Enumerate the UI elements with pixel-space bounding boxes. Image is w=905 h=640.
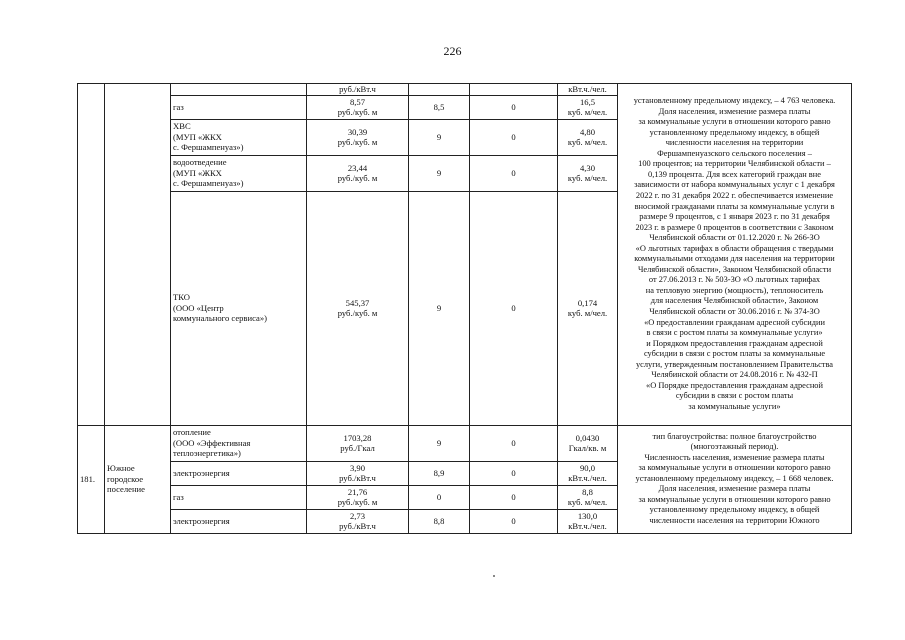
tariff-cell: 545,37 руб./куб. м <box>307 191 409 425</box>
note-cell: установленному предельному индексу, – 4 763 человека. Доля населения, изменение размера платы за коммунальные услуги в отношении которого равно установленному предельному индексу, в общей численности населения на территории Фершампенуазского сельского поселения – 100 процентов; на территории Челябинской области – 0,139 процента. Для всех категорий граждан вне зависимости от набора коммунальных услуг с 1 декабря 2022 г. по 31 декабря 2022 г. обеспечивается изменение вносимой гражданами платы за коммунальные услуги в размере 9 процентов, с 1 января 2023 г. по 31 декабря 2023 г. в размере 0 процентов в соответствии с Законом Челябинской области от 01.12.2020 г. № 266-ЗО «О льготных тарифах в области обращения с твердыми коммунальными отходами для населения на территории Челябинской области», Законом Челябинской области от 27.06.2013 г. № 503-ЗО «О льготных тарифах на тепловую энергию (мощность), теплоноситель для населения Челябинской области», Законом Челябинской области от 30.06.2016 г. № 374-ЗО «О предоставлении гражданам адресной субсидии в связи с ростом платы за коммунальные услуги» и Порядком предоставления гражданам адресной субсидии в связи с ростом платы за коммунальные услуги, утвержденным постановлением Правительства Челябинской области от 24.08.2016 г. № 432-П «О Порядке предоставления гражданам адресной субсидии в связи с ростом платы за коммунальные услуги» <box>618 84 852 426</box>
service-cell: водоотведение (МУП «ЖКХ с. Фершампенуаз») <box>171 155 307 191</box>
settlement-name: Южное городское поселение <box>105 425 171 533</box>
norm-cell: 8,8 куб. м/чел. <box>558 485 618 509</box>
zero-cell <box>470 84 558 96</box>
zero-cell: 0 <box>470 119 558 155</box>
norm-cell: 90,0 кВт.ч./чел. <box>558 461 618 485</box>
norm-cell: 16,5 куб. м/чел. <box>558 95 618 119</box>
tariff-cell: 8,57 руб./куб. м <box>307 95 409 119</box>
number-cell <box>78 84 105 426</box>
page-number: 226 <box>443 44 462 58</box>
entry-number: 181. <box>78 425 105 533</box>
service-cell <box>171 84 307 96</box>
index-cell: 9 <box>409 425 470 461</box>
norm-cell: 4,30 куб. м/чел. <box>558 155 618 191</box>
norm-cell: 0,0430 Гкал/кв. м <box>558 425 618 461</box>
index-cell: 8,5 <box>409 95 470 119</box>
tariff-cell: 30,39 руб./куб. м <box>307 119 409 155</box>
service-cell: ТКО (ООО «Центр коммунального сервиса») <box>171 191 307 425</box>
norm-cell: 130,0 кВт.ч./чел. <box>558 509 618 533</box>
table-row <box>78 84 852 96</box>
table-row <box>78 425 852 461</box>
settlement-cell <box>105 84 171 426</box>
service-cell: газ <box>171 95 307 119</box>
zero-cell: 0 <box>470 509 558 533</box>
tariff-cell: 21,76 руб./куб. м <box>307 485 409 509</box>
tariff-cell: 1703,28 руб./Гкал <box>307 425 409 461</box>
norm-cell: кВт.ч./чел. <box>558 84 618 96</box>
service-cell: электроэнергия <box>171 509 307 533</box>
tariff-cell: руб./кВт.ч <box>307 84 409 96</box>
norm-cell: 0,174 куб. м/чел. <box>558 191 618 425</box>
zero-cell: 0 <box>470 425 558 461</box>
service-cell: ХВС (МУП «ЖКХ с. Фершампенуаз») <box>171 119 307 155</box>
zero-cell: 0 <box>470 155 558 191</box>
index-cell: 8,9 <box>409 461 470 485</box>
note-cell: тип благоустройства: полное благоустройство (многоэтажный период). Численность населения, изменение размера платы за коммунальные услуги в отношении которого равно установленному предельному индексу, – 1 668 человек. Доля населения, изменение размера платы за коммунальные услуги в отношении которого равно установленному предельному индексу, в общей численности населения на территории Южного <box>618 425 852 533</box>
scan-speck <box>493 575 495 577</box>
zero-cell: 0 <box>470 485 558 509</box>
service-cell: электроэнергия <box>171 461 307 485</box>
tariff-table <box>77 83 852 534</box>
service-cell: отопление (ООО «Эффективная теплоэнергетика») <box>171 425 307 461</box>
index-cell: 9 <box>409 155 470 191</box>
index-cell: 8,8 <box>409 509 470 533</box>
index-cell <box>409 84 470 96</box>
index-cell: 0 <box>409 485 470 509</box>
tariff-cell: 2,73 руб./кВт.ч <box>307 509 409 533</box>
index-cell: 9 <box>409 119 470 155</box>
zero-cell: 0 <box>470 191 558 425</box>
tariff-cell: 23,44 руб./куб. м <box>307 155 409 191</box>
service-cell: газ <box>171 485 307 509</box>
index-cell: 9 <box>409 191 470 425</box>
zero-cell: 0 <box>470 461 558 485</box>
zero-cell: 0 <box>470 95 558 119</box>
norm-cell: 4,80 куб. м/чел. <box>558 119 618 155</box>
tariff-cell: 3,90 руб./кВт.ч <box>307 461 409 485</box>
